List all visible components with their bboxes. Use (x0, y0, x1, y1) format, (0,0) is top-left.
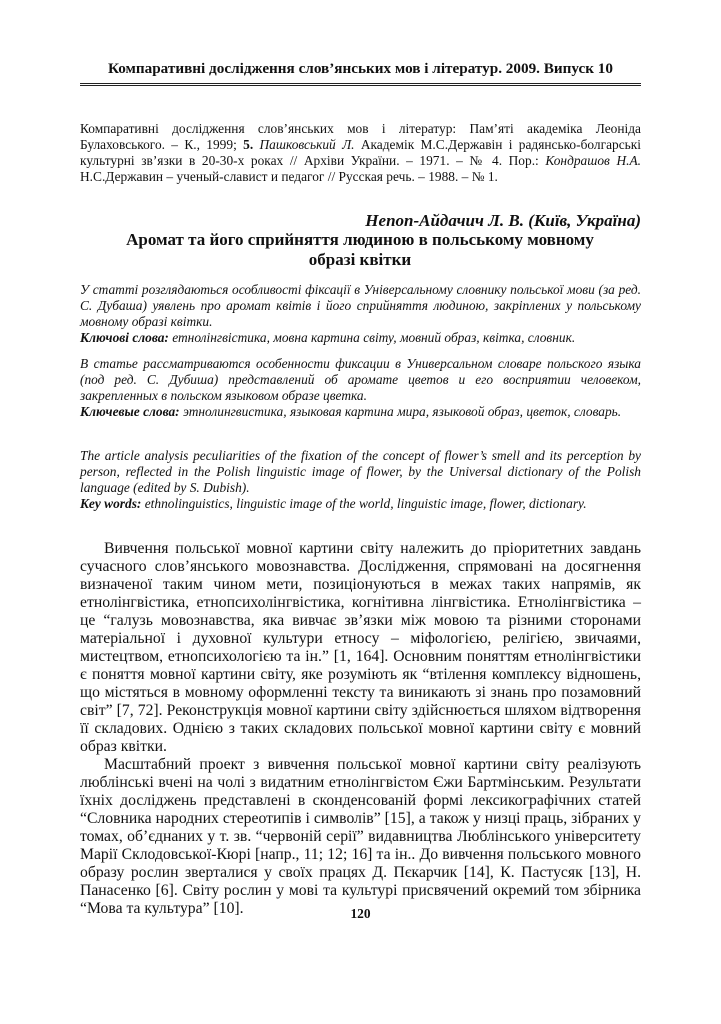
abstract-english-text: The article analysis peculiarities of the fixation of the concept of flower’s smell and its perception by person, reflected in the Polish linguistic image of flower, by the Universal dictionary of the Polish language (edited by S. Dubish). (80, 448, 641, 495)
keywords-english-text: ethnolinguistics, linguistic image of the world, linguistic image, flower, dictionary. (141, 496, 587, 511)
page-number: 120 (350, 906, 371, 921)
reference-5-text: Академік М.С.Державін і радянсько-болгарські культурні зв’язки в 20-30-х роках // Архіви України. – 1971. – № 4. Пор.: (80, 137, 641, 168)
references-block (80, 121, 641, 185)
reference-6-author: Кондрашов Н.А. (545, 153, 641, 168)
reference-6-text: Н.С.Державин – ученый-славист и педагог // Русская речь. – 1988. – № 1. (80, 169, 498, 184)
abstract-english (80, 448, 641, 512)
keywords-ukrainian-label: Ключові слова: (80, 330, 169, 345)
reference-5-author: Пашковський Л. (259, 137, 355, 152)
abstract-russian-text: В статье рассматриваются особенности фиксации в Универсальном словаре польского языка (под ред. С. Дубиша) представлений об аромате цветов и его восприятии человеком, закрепленных в польском языковом образе цветка. (80, 356, 641, 403)
keywords-russian-text: этнолингвистика, языковая картина мира, языковой образ, цветок, словарь. (179, 404, 622, 419)
abstract-ukrainian (80, 282, 641, 346)
keywords-english (80, 496, 641, 512)
article-title: Аромат та його сприйняття людиною в польському мовному образі квітки (126, 230, 594, 269)
running-header: Компаративні дослідження слов’янських мов і літератур. 2009. Випуск 10 (80, 60, 641, 86)
keywords-english-label: Key words: (80, 496, 142, 511)
article-author: Непоп-Айдачич Л. В. (Київ, Україна) (365, 211, 641, 230)
keywords-russian (80, 404, 641, 420)
abstract-ukrainian-text: У статті розглядаються особливості фіксації в Універсальному словнику польської мови (за ред. С. Дубаша) уявлень про аромат квітів і його сприйняття людиною, закріплених у польському мовному образі квітки. (80, 282, 641, 329)
keywords-russian-label: Ключевые слова: (80, 404, 180, 419)
keywords-ukrainian (80, 330, 641, 346)
keywords-ukrainian-text: етнолінгвістика, мовна картина світу, мовний образ, квітка, словник. (168, 330, 576, 345)
reference-4-text: Компаративні дослідження слов’янських мов і літератур: Пам’яті академіка Леоніда Булаховського. – К., 1999; (80, 121, 641, 152)
article-body (80, 540, 641, 918)
reference-5-number: 5. (243, 137, 254, 152)
body-paragraph-2: Масштабний проект з вивчення польської мовної картини світу реалізують люблінські вчені на чолі з видатним етнолінгвістом Єжи Бартмінським. Результати їхніх досліджень представлені в сконденсованій формі лексикографічних статей “Словника народних стереотипів і символів” [15], а також у низці праць, зібраних у томах, об’єднаних у т. зв. “червоній серії” видавництва Люблінського університету Марії Склодовської-Кюрі [напр., 11; 12; 16] та ін.. До вивчення польського мовного образу рослин зверталися у своїх працях Д. Пєкарчик [14], К. Пастусяк [13], Н. Панасенко [6]. Світу рослин у мові та культурі присвячений окремий том збірника “Мова та культура” [10]. (80, 756, 641, 917)
body-paragraph-1: Вивчення польської мовної картини світу належить до пріоритетних завдань сучасного слов’янського мовознавства. Дослідження, спрямовані на досягнення визначеної таким чином мети, позиціонуються в межах таких напрямів, як етнолінгвістика, етнопсихолінгвістика, когнітивна лінгвістика. Етнолінгвістика – це “галузь мовознавства, яка вивчає зв’язки між мовою та різними сторонами матеріальної і духовної культури етносу – міфологією, релігією, звичаями, мистецтвом, етнопсихологією та ін.” [1, 164]. Основним поняттям етнолінгвістики є поняття мовної картини світу, яке розуміють як “втілення комплексу відношень, що містяться в мовному оформленні тексту та виникають зі знань про позамовний світ” [7, 72]. Реконструкція мовної картини світу здійснюється шляхом відтворення її складових. Однією з таких складових польської мовної картини світу є мовний образ квітки. (80, 540, 641, 755)
abstract-russian (80, 356, 641, 420)
